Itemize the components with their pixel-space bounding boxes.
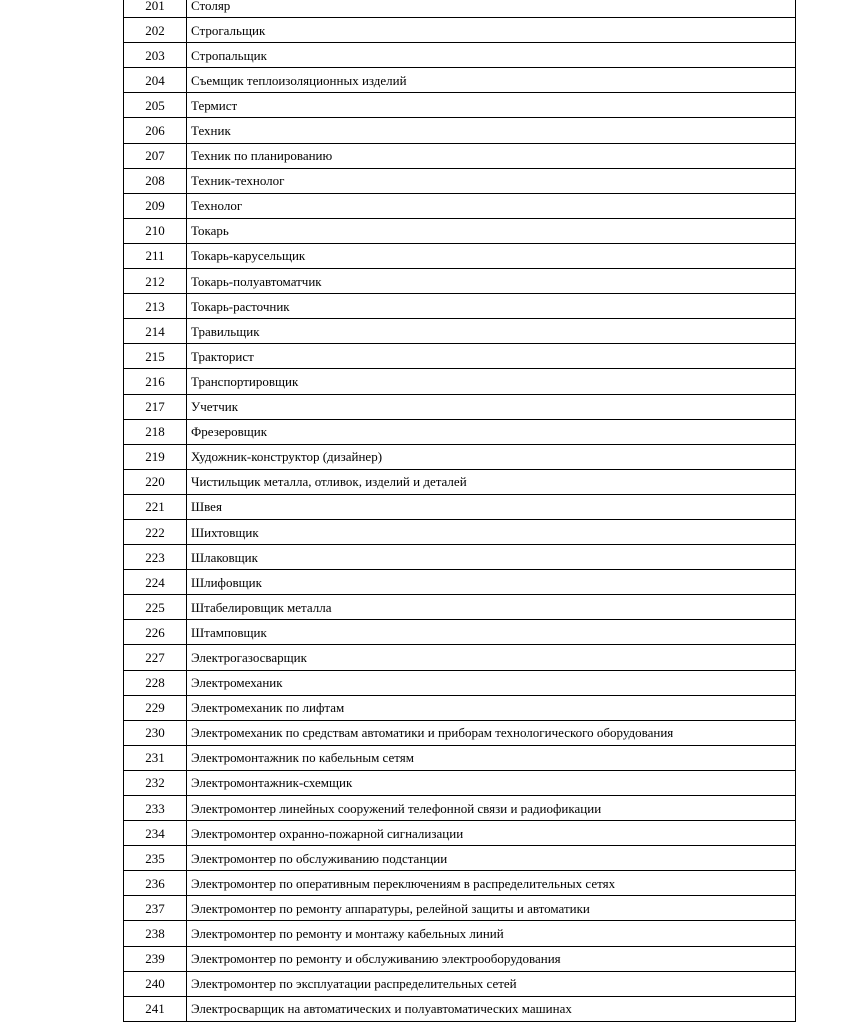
table-row <box>124 620 796 645</box>
table-row <box>124 444 796 469</box>
table-row <box>124 0 796 18</box>
table-row <box>124 545 796 570</box>
profession-name: Электромонтер линейных сооружений телефонной связи и радиофикации <box>187 796 796 821</box>
profession-name: Шлаковщик <box>187 545 796 570</box>
profession-name: Шлифовщик <box>187 570 796 595</box>
table-row <box>124 168 796 193</box>
row-number: 239 <box>124 946 187 971</box>
row-number: 204 <box>124 68 187 93</box>
row-number: 234 <box>124 821 187 846</box>
profession-name: Электросварщик на автоматических и полуавтоматических машинах <box>187 996 796 1021</box>
profession-name: Электрогазосварщик <box>187 645 796 670</box>
table-row <box>124 18 796 43</box>
row-number: 208 <box>124 168 187 193</box>
table-row <box>124 143 796 168</box>
row-number: 229 <box>124 695 187 720</box>
row-number: 209 <box>124 193 187 218</box>
table-row <box>124 494 796 519</box>
profession-name: Штабелировщик металла <box>187 595 796 620</box>
profession-name: Электромонтер по ремонту и монтажу кабельных линий <box>187 921 796 946</box>
row-number: 211 <box>124 243 187 268</box>
profession-name: Электромонтажник по кабельным сетям <box>187 745 796 770</box>
profession-name: Фрезеровщик <box>187 419 796 444</box>
profession-name: Столяр <box>187 0 796 18</box>
row-number: 237 <box>124 896 187 921</box>
row-number: 227 <box>124 645 187 670</box>
row-number: 202 <box>124 18 187 43</box>
table-row <box>124 369 796 394</box>
table-row <box>124 319 796 344</box>
profession-table <box>123 0 796 1022</box>
profession-name: Токарь-расточник <box>187 294 796 319</box>
row-number: 201 <box>124 0 187 18</box>
row-number: 203 <box>124 43 187 68</box>
table-row <box>124 971 796 996</box>
row-number: 210 <box>124 218 187 243</box>
profession-name: Строгальщик <box>187 18 796 43</box>
table-row <box>124 243 796 268</box>
row-number: 219 <box>124 444 187 469</box>
table-row <box>124 570 796 595</box>
table-row <box>124 921 796 946</box>
row-number: 235 <box>124 846 187 871</box>
profession-table-body <box>124 0 796 1021</box>
row-number: 238 <box>124 921 187 946</box>
profession-name: Тракторист <box>187 344 796 369</box>
row-number: 216 <box>124 369 187 394</box>
table-row <box>124 93 796 118</box>
row-number: 215 <box>124 344 187 369</box>
profession-name: Электромонтер по ремонту аппаратуры, релейной защиты и автоматики <box>187 896 796 921</box>
profession-name: Электромонтажник-схемщик <box>187 770 796 795</box>
row-number: 224 <box>124 570 187 595</box>
table-row <box>124 294 796 319</box>
table-row <box>124 519 796 544</box>
row-number: 217 <box>124 394 187 419</box>
profession-name: Электромеханик <box>187 670 796 695</box>
table-row <box>124 68 796 93</box>
table-row <box>124 394 796 419</box>
row-number: 228 <box>124 670 187 695</box>
profession-name: Электромонтер по оперативным переключениям в распределительных сетях <box>187 871 796 896</box>
row-number: 205 <box>124 93 187 118</box>
profession-name: Штамповщик <box>187 620 796 645</box>
profession-name: Электромеханик по лифтам <box>187 695 796 720</box>
row-number: 240 <box>124 971 187 996</box>
profession-name: Травильщик <box>187 319 796 344</box>
table-row <box>124 595 796 620</box>
table-row <box>124 43 796 68</box>
table-row <box>124 796 796 821</box>
profession-name: Техник <box>187 118 796 143</box>
profession-name: Шихтовщик <box>187 519 796 544</box>
profession-name: Художник-конструктор (дизайнер) <box>187 444 796 469</box>
row-number: 206 <box>124 118 187 143</box>
profession-name: Электромеханик по средствам автоматики и приборам технологического оборудования <box>187 720 796 745</box>
table-row <box>124 269 796 294</box>
profession-name: Техник-технолог <box>187 168 796 193</box>
table-row <box>124 770 796 795</box>
table-row <box>124 670 796 695</box>
row-number: 230 <box>124 720 187 745</box>
table-row <box>124 821 796 846</box>
profession-name: Электромонтер по обслуживанию подстанции <box>187 846 796 871</box>
table-row <box>124 896 796 921</box>
profession-name: Техник по планированию <box>187 143 796 168</box>
profession-name: Токарь-полуавтоматчик <box>187 269 796 294</box>
row-number: 225 <box>124 595 187 620</box>
table-row <box>124 344 796 369</box>
table-row <box>124 745 796 770</box>
profession-name: Съемщик теплоизоляционных изделий <box>187 68 796 93</box>
profession-name: Учетчик <box>187 394 796 419</box>
profession-name: Термист <box>187 93 796 118</box>
row-number: 231 <box>124 745 187 770</box>
row-number: 218 <box>124 419 187 444</box>
row-number: 207 <box>124 143 187 168</box>
table-row <box>124 946 796 971</box>
row-number: 214 <box>124 319 187 344</box>
profession-name: Транспортировщик <box>187 369 796 394</box>
table-row <box>124 419 796 444</box>
table-row <box>124 218 796 243</box>
row-number: 226 <box>124 620 187 645</box>
row-number: 212 <box>124 269 187 294</box>
profession-name: Стропальщик <box>187 43 796 68</box>
profession-name: Токарь-карусельщик <box>187 243 796 268</box>
table-row <box>124 720 796 745</box>
profession-name: Электромонтер по ремонту и обслуживанию электрооборудования <box>187 946 796 971</box>
row-number: 232 <box>124 770 187 795</box>
table-row <box>124 996 796 1021</box>
profession-name: Технолог <box>187 193 796 218</box>
row-number: 221 <box>124 494 187 519</box>
profession-name: Электромонтер охранно-пожарной сигнализации <box>187 821 796 846</box>
profession-name: Токарь <box>187 218 796 243</box>
profession-name: Швея <box>187 494 796 519</box>
table-row <box>124 695 796 720</box>
row-number: 236 <box>124 871 187 896</box>
table-row <box>124 193 796 218</box>
profession-name: Электромонтер по эксплуатации распределительных сетей <box>187 971 796 996</box>
row-number: 233 <box>124 796 187 821</box>
table-row <box>124 645 796 670</box>
row-number: 220 <box>124 469 187 494</box>
profession-name: Чистильщик металла, отливок, изделий и деталей <box>187 469 796 494</box>
row-number: 213 <box>124 294 187 319</box>
row-number: 223 <box>124 545 187 570</box>
table-row <box>124 118 796 143</box>
table-row <box>124 846 796 871</box>
table-row <box>124 871 796 896</box>
table-row <box>124 469 796 494</box>
row-number: 222 <box>124 519 187 544</box>
row-number: 241 <box>124 996 187 1021</box>
